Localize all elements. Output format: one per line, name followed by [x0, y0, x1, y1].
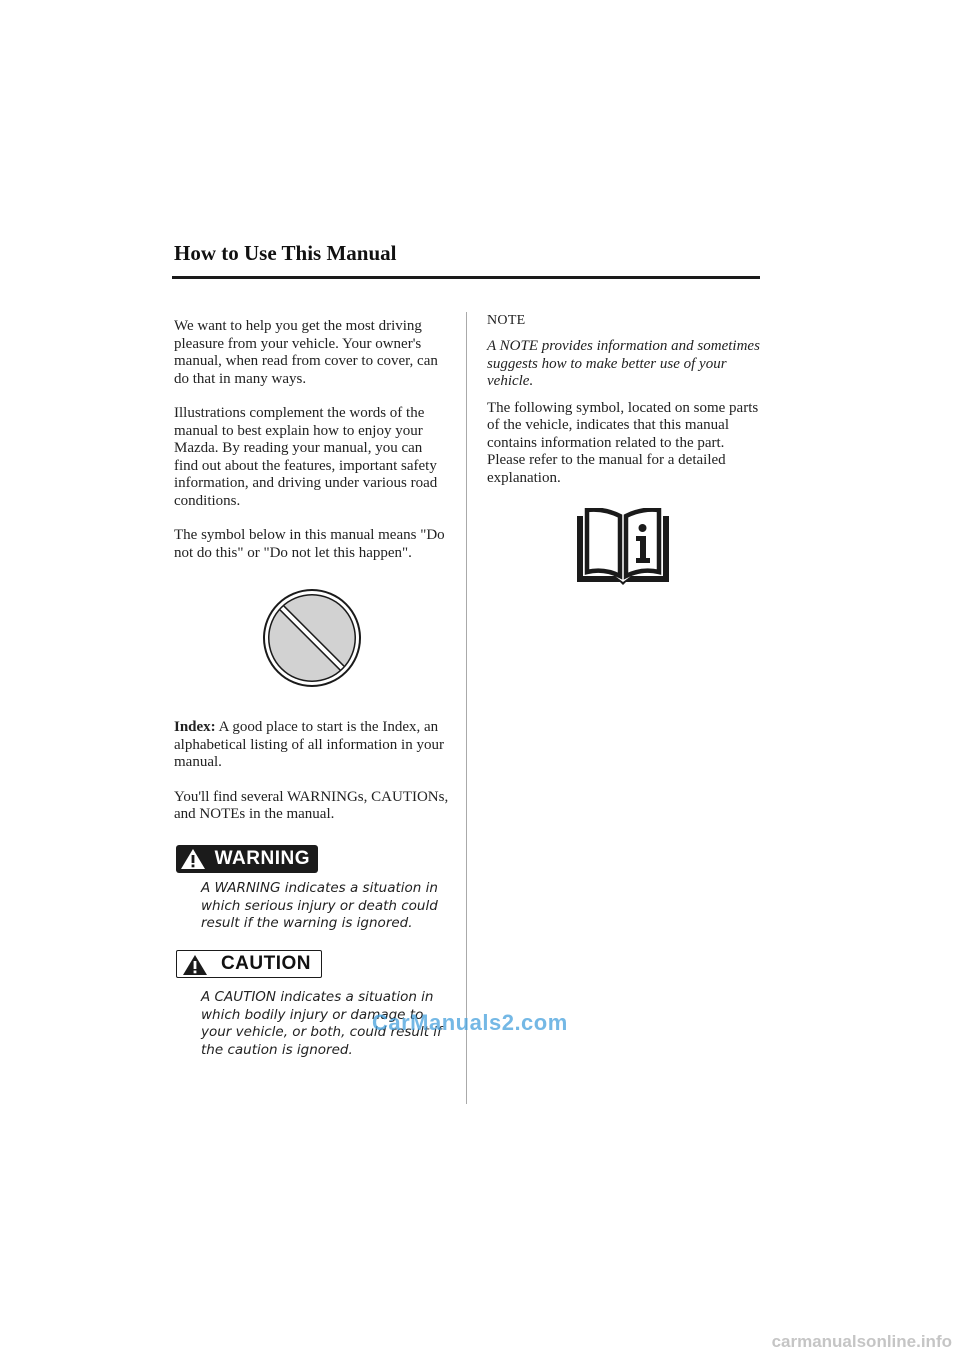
caution-triangle-icon	[182, 954, 208, 976]
left-column	[174, 318, 449, 824]
warnings-paragraph: You'll find several WARNINGs, CAUTIONs, and NOTEs in the manual.	[174, 788, 449, 822]
warning-badge	[176, 845, 318, 873]
illustrations-paragraph: Illustrations complement the words of the manual to best explain how to enjoy your Mazda. By reading your manual, you can find out about the features, important safety information, and driving under various road conditions.	[174, 405, 438, 509]
corner-watermark: carmanualsonline.info	[771, 1332, 952, 1351]
right-column	[487, 313, 767, 487]
note-heading: NOTE	[487, 313, 526, 328]
vehicle-symbol-paragraph: The following symbol, located on some parts of the vehicle, indicates that this manual contains information related to the part.	[487, 399, 759, 451]
index-paragraph	[174, 719, 449, 772]
watermark: CarManuals2.com	[372, 1010, 568, 1035]
symbol-paragraph: The symbol below in this manual means "Do not do this" or "Do not let this happen".	[174, 527, 445, 561]
caution-badge	[176, 950, 322, 978]
warning-label: WARNING	[214, 848, 310, 869]
manual-info-icon	[574, 508, 672, 586]
note-text: A NOTE provides information and sometimes suggests how to make better use of your vehicle.	[487, 338, 760, 389]
title-rule	[172, 276, 760, 279]
index-text: A good place to start is the Index, an alphabetical listing of all information in your manual.	[174, 719, 444, 770]
intro-paragraph: We want to help you get the most driving pleasure from your vehicle. Your owner's manual, when read from cover to cover, can do that in many ways.	[174, 318, 438, 387]
warning-triangle-icon	[180, 848, 206, 870]
column-divider	[466, 312, 467, 1104]
caution-text: A CAUTION indicates a situation in which bodily injury or damage to your vehicle, or both, could result if the caution is ignored.	[201, 989, 442, 1058]
refer-paragraph: Please refer to the manual for a detailed explanation.	[487, 452, 726, 486]
page-title: How to Use This Manual	[174, 241, 397, 265]
warning-text: A WARNING indicates a situation in which serious injury or death could result if the warning is ignored.	[201, 880, 438, 931]
index-label: Index:	[174, 719, 216, 735]
prohibition-icon	[261, 587, 363, 689]
caution-label: CAUTION	[220, 953, 311, 974]
